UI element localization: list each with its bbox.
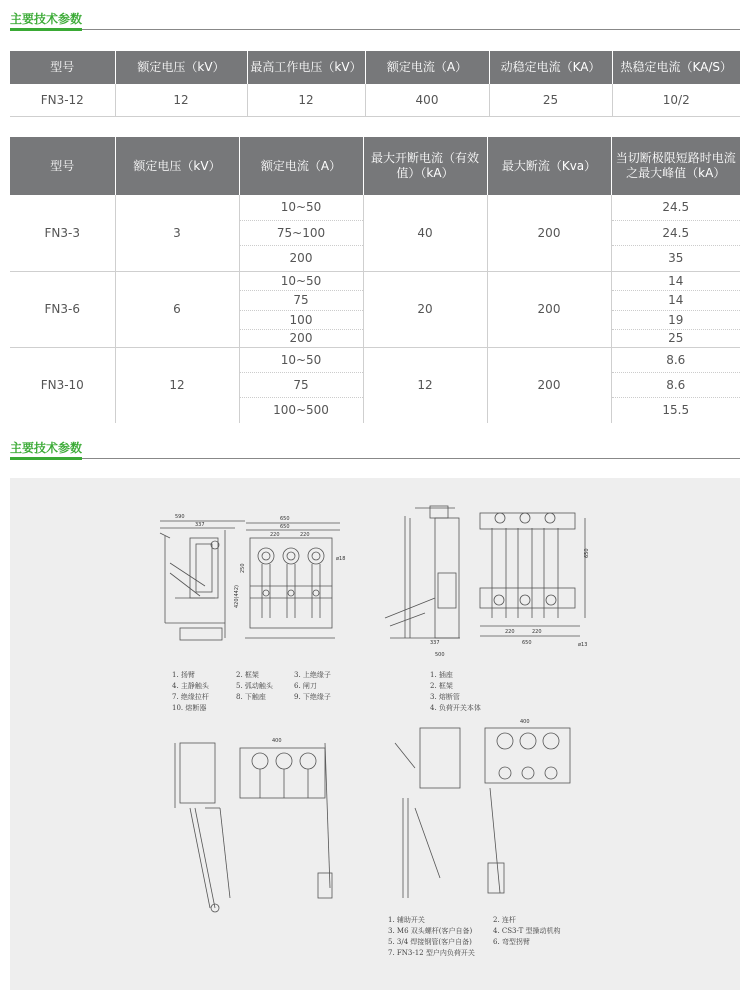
- dim-label: 220: [532, 629, 542, 635]
- dim-label: 400: [272, 738, 282, 744]
- drawing-c-installation: [175, 738, 332, 912]
- legend-item: 4. 主静触头: [172, 682, 209, 690]
- current-cell: 10~50: [239, 347, 363, 372]
- legend-row: [172, 681, 331, 692]
- table-header-cell: 额定电流（A）: [239, 137, 363, 195]
- model-cell: FN3-10: [10, 347, 115, 423]
- dim-label: 650: [280, 524, 290, 530]
- legend-item: 7. 绝缘拉杆: [172, 693, 209, 701]
- table-header-row: [10, 137, 740, 195]
- drawing-b-side-view: [385, 506, 460, 658]
- legend-item: 1. 扬臂: [172, 671, 195, 679]
- voltage-cell: 6: [115, 271, 239, 347]
- table-header-cell: 热稳定电流（KA/S）: [612, 51, 740, 84]
- technical-drawing: [10, 478, 740, 990]
- legend-c: [388, 915, 561, 959]
- dim-label: 337: [430, 640, 440, 646]
- spec-table-1: [10, 51, 740, 117]
- legend-row: [172, 703, 331, 714]
- peak-cell: 19: [611, 310, 740, 329]
- legend-item: 1. 辅助开关: [388, 916, 425, 924]
- legend-item: 2. 框架: [236, 671, 259, 679]
- voltage-cell: 12: [115, 347, 239, 423]
- peak-cell: 14: [611, 271, 740, 290]
- section-title: 主要技术参数: [10, 12, 83, 26]
- dim-label: 650: [522, 640, 532, 646]
- breaking-cell: 12: [363, 347, 487, 423]
- table-header-row: [10, 51, 740, 84]
- legend-item: 2. 框架: [430, 682, 453, 690]
- table-header-cell: 最大开断电流（有效值）（kA）: [363, 137, 487, 195]
- legend-row: [172, 670, 331, 681]
- model-cell: FN3-3: [10, 195, 115, 271]
- legend-item: 2. 连杆: [493, 916, 516, 924]
- current-cell: 200: [239, 245, 363, 271]
- dim-label: 220: [270, 532, 280, 538]
- legend-item: 5. 3/4 焊接钢管(客户自备): [388, 938, 472, 946]
- peak-cell: 24.5: [611, 195, 740, 220]
- voltage-cell: 3: [115, 195, 239, 271]
- dim-label: ø13: [578, 642, 588, 648]
- peak-cell: 8.6: [611, 372, 740, 397]
- peak-cell: 15.5: [662, 403, 690, 418]
- table-header-cell: 额定电压（kV）: [115, 51, 247, 84]
- table-cell: FN3-12: [10, 84, 115, 117]
- current-cell: 75~100: [239, 220, 363, 245]
- legend-b: [430, 670, 481, 714]
- table-header-cell: 最高工作电压（kV）: [247, 51, 365, 84]
- dim-label: 250: [240, 563, 246, 573]
- dim-label: 650: [280, 516, 290, 522]
- model-cell: FN3-6: [10, 271, 115, 347]
- legend-item: 1. 插座: [430, 671, 453, 679]
- legend-item: 4. CS3-T 型操动机构: [493, 927, 561, 935]
- peak-cell: 24.5: [611, 220, 740, 245]
- current-cell: 10~50: [239, 195, 363, 220]
- legend-item: 6. 闸刀: [294, 682, 317, 690]
- table-cell: 25: [489, 84, 612, 117]
- table-row: [10, 84, 740, 117]
- table-header-cell: 型号: [10, 51, 115, 84]
- current-cell: 75: [239, 372, 363, 397]
- table-row: [10, 271, 740, 290]
- legend-a: [172, 670, 331, 714]
- current-cell: 100: [239, 310, 363, 329]
- section-divider: [10, 29, 740, 30]
- section-title: 主要技术参数: [10, 441, 83, 455]
- legend-item: 9. 下绝缘子: [294, 693, 331, 701]
- legend-item: 3. 上绝缘子: [294, 671, 331, 679]
- dim-label: ø18: [336, 556, 346, 562]
- dim-label: 500: [435, 652, 445, 658]
- current-cell: 75: [239, 290, 363, 310]
- table-cell: 10/2: [612, 84, 740, 117]
- legend-item: 6. 弯型拐臂: [493, 938, 530, 946]
- legend-item: 8. 下触座: [236, 693, 266, 701]
- legend-row: [172, 692, 331, 703]
- dim-label: 420(442): [234, 585, 240, 608]
- legend-row: [388, 915, 561, 926]
- table-header-cell: 最大断流（Kva）: [487, 137, 611, 195]
- table-cell: 400: [365, 84, 489, 117]
- peak-cell: 25: [611, 329, 740, 347]
- current-cell: 100~500: [239, 397, 363, 423]
- table-header-cell: 额定电压（kV）: [115, 137, 239, 195]
- table-cell: 12: [247, 84, 365, 117]
- table-header-cell: 额定电流（A）: [365, 51, 489, 84]
- dim-label: 220: [505, 629, 515, 635]
- drawing-b-front-view: [480, 513, 590, 648]
- dim-label: 337: [195, 522, 205, 528]
- legend-item: 3. M6 双头螺杆(客户自备): [388, 927, 473, 935]
- section-divider: [10, 458, 740, 459]
- cutoff-cell: 200: [487, 195, 611, 271]
- table-header-cell: 当切断极限短路时电流之最大峰值（kA）: [611, 137, 740, 195]
- dim-label: 650: [584, 548, 590, 558]
- table-cell: 12: [115, 84, 247, 117]
- drawing-a-front-view: [234, 516, 345, 638]
- legend-row: [388, 948, 561, 959]
- drawing-a-side-view: [160, 514, 245, 640]
- dim-label: 220: [300, 532, 310, 538]
- legend-item: 4. 负荷开关本体: [430, 704, 481, 712]
- drawing-d-installation: [395, 719, 570, 898]
- legend-item: 5. 弧动触头: [236, 682, 273, 690]
- peak-cell: 35: [611, 245, 740, 271]
- cutoff-cell: 200: [487, 347, 611, 423]
- table-row: [10, 347, 740, 372]
- breaking-cell: 40: [363, 195, 487, 271]
- current-cell: 200: [239, 329, 363, 347]
- legend-row: [388, 926, 561, 937]
- dim-label: 590: [175, 514, 185, 520]
- table-header-cell: 动稳定电流（KA）: [489, 51, 612, 84]
- legend-item: 3. 熔断管: [430, 693, 460, 701]
- table-row: [10, 195, 740, 220]
- peak-cell: 14: [611, 290, 740, 310]
- legend-item: 10. 熔断器: [172, 704, 207, 712]
- cutoff-cell: 200: [487, 271, 611, 347]
- table-header-cell: 型号: [10, 137, 115, 195]
- legend-item: 7. FN3-12 型户内负荷开关: [388, 949, 475, 957]
- breaking-cell: 20: [363, 271, 487, 347]
- spec-table-2: [10, 137, 740, 423]
- dimension-drawings: [10, 478, 740, 990]
- peak-cell: 8.6: [611, 347, 740, 372]
- legend-row: [388, 937, 561, 948]
- dim-label: 400: [520, 719, 530, 725]
- current-cell: 10~50: [239, 271, 363, 290]
